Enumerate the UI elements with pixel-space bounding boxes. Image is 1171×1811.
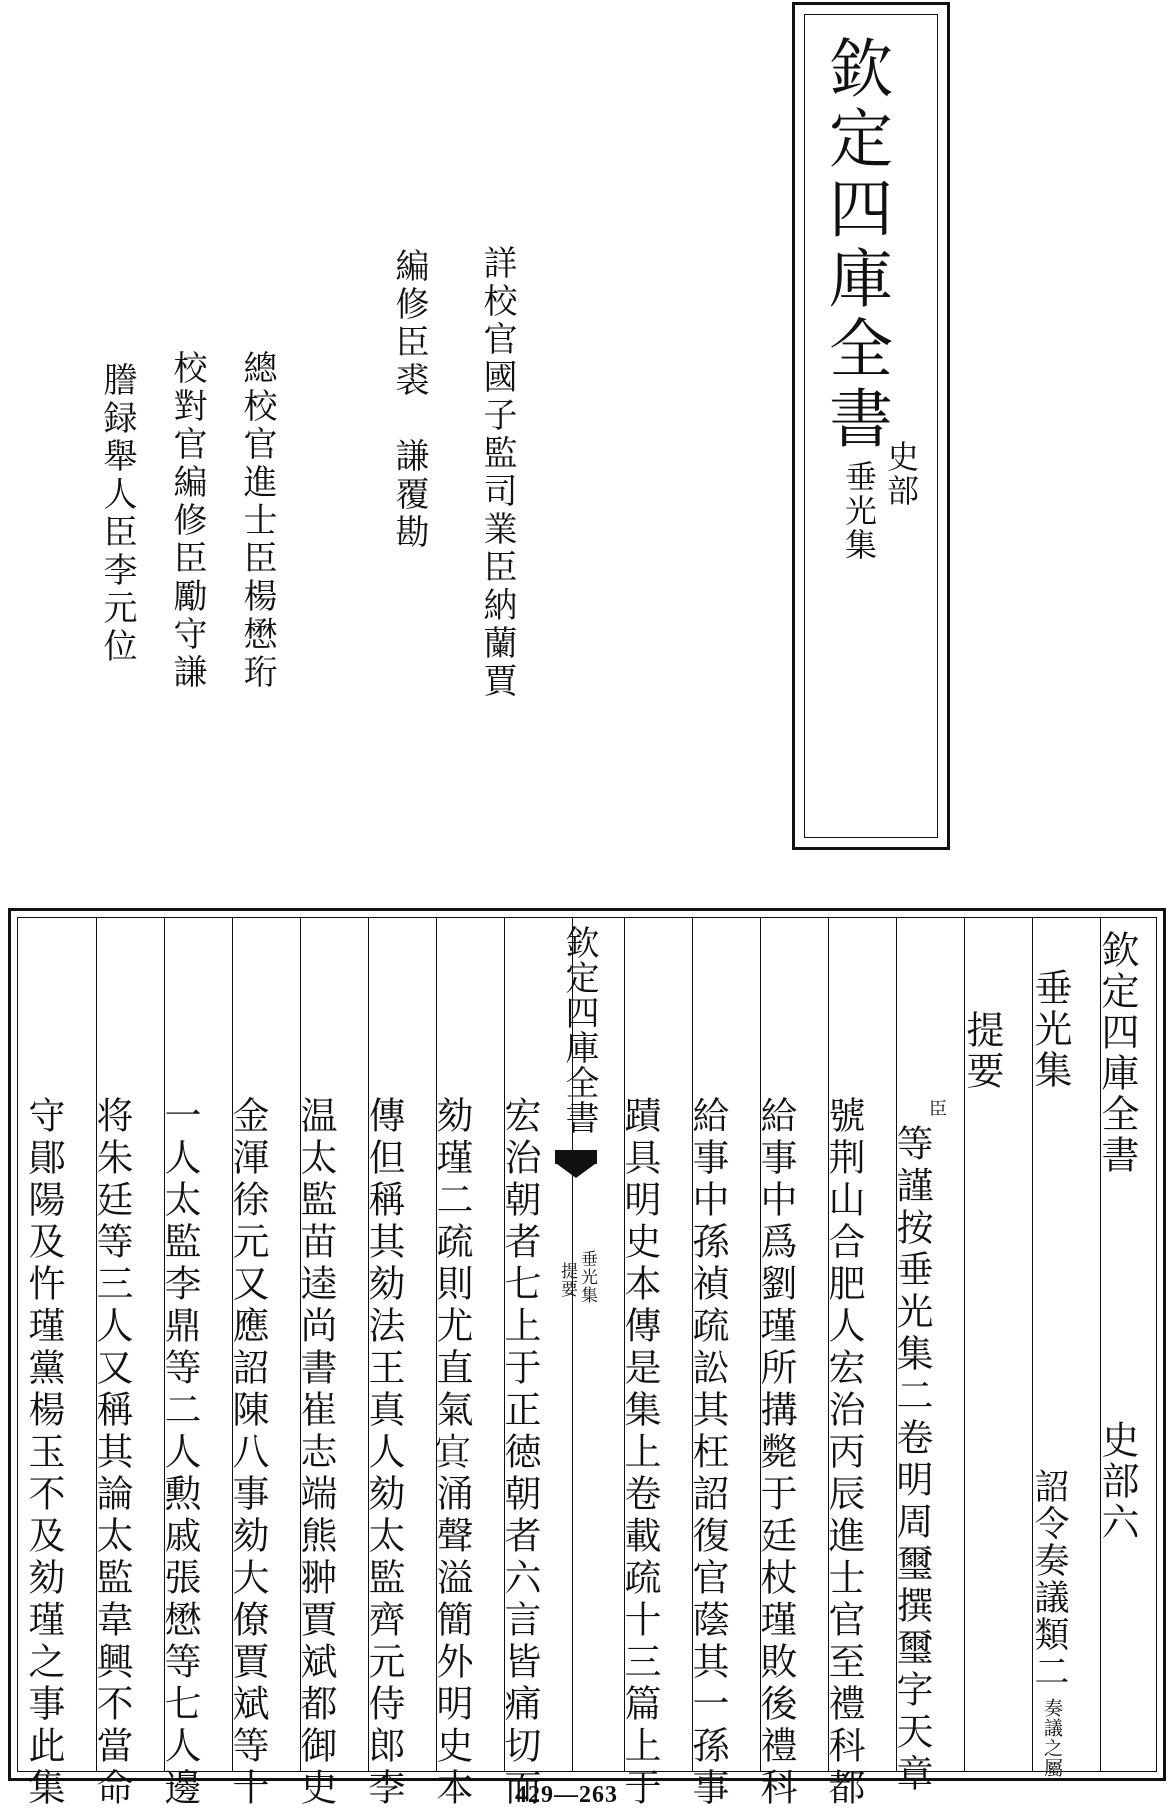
text-column: 温太監苗逵尚書崔志端熊翀賈斌都御史 — [294, 1096, 337, 1810]
text-column: 守鄖陽及忤瑾黨楊玉不及劾瑾之事此集 — [22, 1096, 65, 1810]
book-title: 垂光集 — [1028, 968, 1072, 1091]
banxin-section: 提要 — [557, 1262, 577, 1298]
text-column: 一人太監李鼎等二人勲戚張懋等七人邊 — [158, 1096, 201, 1810]
cover-collection: 垂光集 — [840, 460, 878, 562]
tiyao-heading: 提要 — [960, 1010, 1004, 1092]
credit-xiangjiao: 詳校官國子監司業臣納蘭賈 — [477, 245, 517, 701]
text-column: 給事中孫禎疏訟其枉詔復官蔭其一孫事 — [686, 1096, 729, 1810]
credit-zongjiao: 總校官進士臣楊懋珩 — [237, 350, 277, 692]
credit-bianxiu: 編修臣裘 謙覆勘 — [389, 248, 429, 552]
banxin-title: 欽定四庫全書 — [559, 925, 599, 1135]
credit-jiaodui: 校對官編修臣勵守謙 — [167, 350, 207, 692]
page-header-title: 欽定四庫全書 — [1095, 930, 1139, 1176]
text-column: 将朱廷等三人又稱其論太監韋興不當命 — [90, 1096, 133, 1810]
text-column: 等謹按垂光集二卷明周璽撰璽字天章 — [890, 1124, 933, 1796]
page-header-section: 史部六 — [1095, 1420, 1139, 1543]
cover-label-box — [792, 2, 950, 850]
fish-tail-mark-point — [557, 1164, 595, 1178]
cover-category: 史部 — [882, 440, 920, 508]
text-column: 給事中爲劉瑾所搆斃于廷杖瑾敗後禮科 — [754, 1096, 797, 1810]
banxin-book: 垂光集 — [577, 1250, 597, 1304]
text-column: 號荆山合肥人宏治丙辰進士官至禮科都 — [822, 1096, 865, 1810]
text-column: 宏治朝者七上于正徳朝者六言皆痛切而 — [498, 1096, 541, 1810]
category-note: 奏議之屬 — [1041, 1698, 1063, 1778]
cover-title: 欽定四庫全書 — [818, 35, 892, 455]
text-column: 傳但稱其劾法王真人劾太監齊元侍郎李 — [362, 1096, 405, 1810]
fish-tail-mark — [555, 1150, 597, 1164]
page-number: 429—263 — [515, 1782, 618, 1808]
chen-mark: 臣 — [926, 1099, 947, 1118]
text-column: 金渾徐元又應詔陳八事劾大僚賈斌等十 — [226, 1096, 269, 1810]
credit-tenglu: 謄録舉人臣李元位 — [97, 362, 137, 666]
category-main: 詔令奏議類二 — [1029, 1468, 1069, 1690]
text-column: 劾瑾二疏則尤直氣𡨋涌聲溢簡外明史本 — [430, 1096, 473, 1810]
text-column: 蹟具明史本傳是集上卷載疏十三篇上于 — [618, 1096, 661, 1810]
